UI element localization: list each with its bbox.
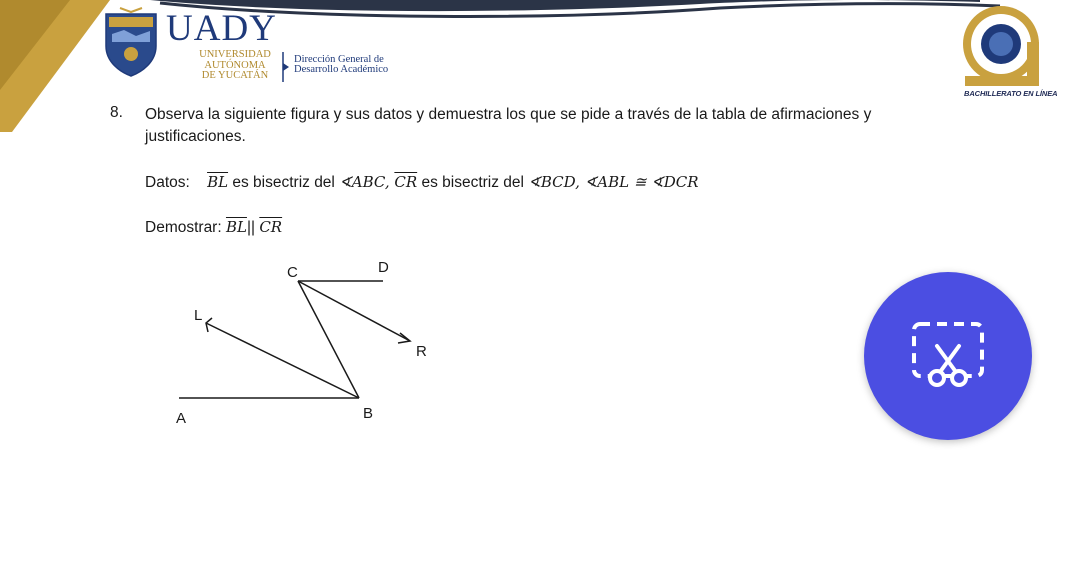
point-label-b: B [363, 405, 374, 422]
brand-name: UADY [166, 8, 277, 49]
point-label-a: A [176, 410, 187, 427]
university-line: UNIVERSIDAD [199, 49, 271, 60]
university-line: AUTÓNOMA [204, 59, 266, 71]
given-label: Datos: [145, 174, 190, 191]
department-line: Dirección General de [294, 54, 384, 65]
problem-statement: Observa la siguiente figura y sus datos y demuestra los que se pide a través de la tabla de afirmaciones y justificaciones. [145, 106, 872, 145]
screen-snip-button[interactable] [864, 272, 1032, 440]
angle-abc: ∢ABC, [339, 173, 395, 191]
university-shield-logo [100, 6, 162, 78]
point-label-c: C [287, 264, 298, 281]
point-label-r: R [416, 343, 427, 360]
segment-bl: $\overline{BL}$ [207, 173, 229, 191]
ray-cr [298, 281, 410, 341]
ray-bl [206, 323, 359, 398]
prove-label: Demostrar: [145, 219, 222, 236]
given-text: es bisectriz del [232, 174, 340, 191]
problem-number: 8. [110, 104, 123, 121]
segment-cr: $\overline{CR}$ [259, 218, 283, 236]
prove-statement [145, 218, 282, 237]
given-text: es bisectriz del [421, 174, 529, 191]
point-label-d: D [378, 259, 389, 276]
segment-cr: $\overline{CR}$ [394, 173, 418, 191]
parallel-symbol: || [246, 219, 256, 236]
department-name [294, 55, 388, 75]
university-name [190, 50, 280, 82]
given-data [145, 173, 699, 192]
segment-bl: $\overline{BL}$ [225, 218, 247, 236]
angle-bcd-congruence: ∢BCD, ∢ABL ≅ ∢DCR [528, 173, 699, 191]
segment-cb [298, 281, 359, 398]
department-line: Desarrollo Académico [294, 64, 389, 75]
program-label: BACHILLERATO EN LÍNEA [964, 89, 1058, 98]
university-line: DE YUCATÁN [201, 70, 269, 81]
screen-snip-scissors-icon [908, 316, 988, 396]
geometry-figure [160, 250, 460, 440]
at-sign-logo [955, 2, 1055, 92]
divider-arrow-icon [281, 52, 289, 82]
point-label-l: L [194, 307, 203, 324]
